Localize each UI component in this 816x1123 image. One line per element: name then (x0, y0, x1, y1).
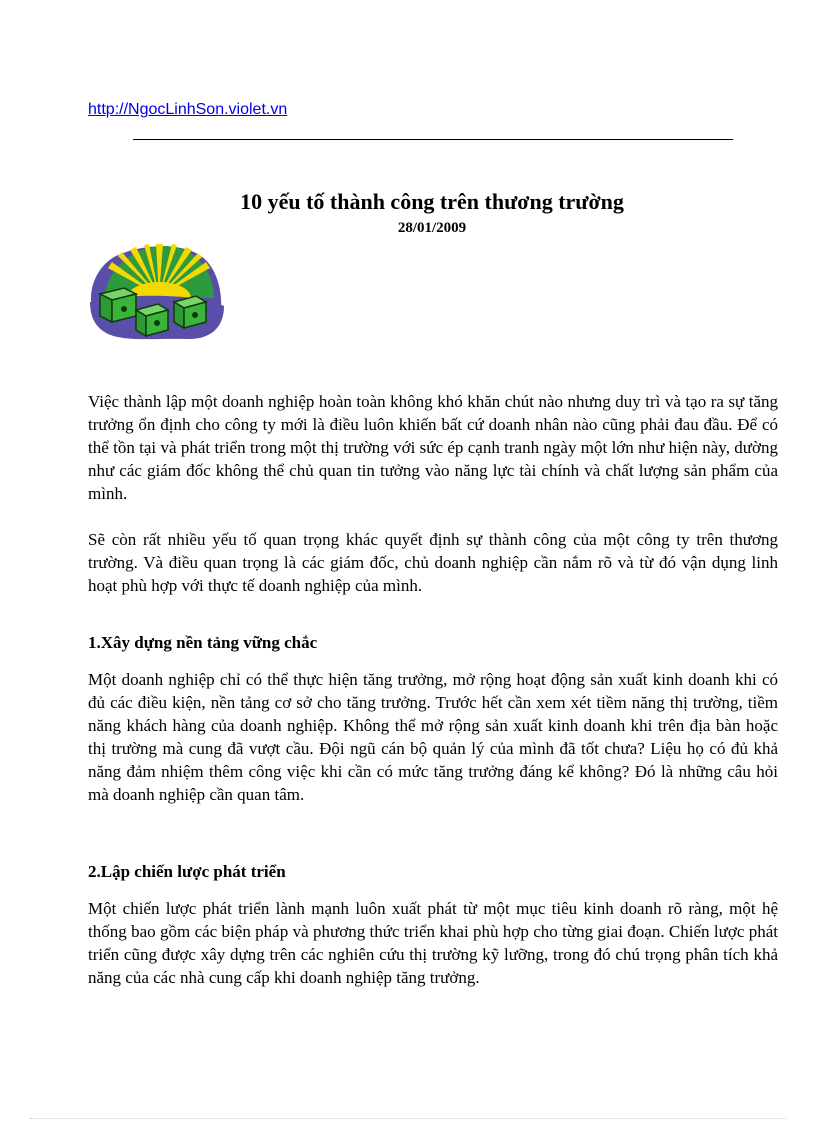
section-heading-2: 2.Lập chiến lược phát triển (88, 862, 286, 881)
intro-paragraph-1: Việc thành lập một doanh nghiệp hoàn toàn không khó khăn chút nào nhưng duy trì và tạo ra sự tăng trưởng ổn định cho công ty mới là điều luôn khiến bất cứ doanh nhân nào cũng phải đau đầu. Để có thể tồn tại và phát triển trong một thị trường với sức ép cạnh tranh ngày một lớn như hiện này, dường như các giám đốc không thể chủ quan tin tưởng vào năng lực tài chính và chất lượng sản phẩm của mình. (88, 392, 778, 503)
money-sunrise-clipart-icon (86, 236, 228, 344)
section-paragraph-1: Một doanh nghiệp chỉ có thể thực hiện tăng trưởng, mở rộng hoạt động sản xuất kinh doanh khi có đủ các điều kiện, nền tảng cơ sở cho tăng trưởng. Trước hết cần xem xét tiềm năng thị trường, tiềm năng khách hàng của doanh nghiệp. Không thể mở rộng sản xuất kinh doanh khi trên địa bàn hoặc thị trường mà cung đã vượt cầu. Đội ngũ cán bộ quản lý của mình đã tốt chưa? Liệu họ có đủ khả năng đảm nhiệm thêm công việc khi cần có mức tăng trưởng đáng kể không? Đó là những câu hỏi mà doanh nghiệp cần quan tâm. (88, 670, 778, 804)
section-heading-1: 1.Xây dựng nền tảng vững chắc (88, 633, 318, 652)
header-link[interactable]: http://NgocLinhSon.violet.vn (88, 101, 288, 118)
intro-paragraph-2: Sẽ còn rất nhiều yếu tố quan trọng khác quyết định sự thành công của một công ty trên thương trường. Và điều quan trọng là các giám đốc, chủ doanh nghiệp cần nắm rõ và từ đó vận dụng linh hoạt phù hợp với thực tế doanh nghiệp của mình. (88, 530, 778, 595)
section-paragraph-2: Một chiến lược phát triển lành mạnh luôn xuất phát từ một mục tiêu kinh doanh rõ ràng, một hệ thống bao gồm các biện pháp và phương thức triển khai phù hợp cho từng giai đoạn. Chiến lược phát triển cũng được xây dựng trên các nghiên cứu thị trường kỹ lưỡng, trong đó chú trọng phân tích khả năng của các nhà cung cấp khi doanh nghiệp tăng trưởng. (88, 899, 778, 987)
header-divider (133, 139, 733, 140)
article-date: 28/01/2009 (397, 220, 467, 236)
article-title: 10 yếu tố thành công trên thương trường (240, 189, 624, 214)
footer-divider (30, 1118, 786, 1119)
